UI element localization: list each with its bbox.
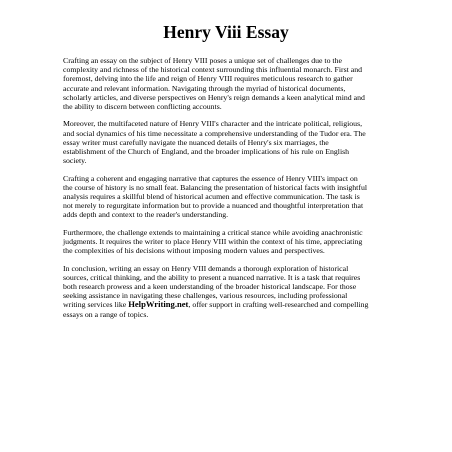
helpwriting-link[interactable]: HelpWriting.net	[128, 299, 189, 310]
text-line: essay writer must carefully navigate the nuanced details of Henry's six marriages, the	[63, 137, 329, 147]
text-line: In conclusion, writing an essay on Henry VIII demands a thorough exploration of historical	[63, 263, 349, 273]
document-title: Henry Viii Essay	[163, 22, 289, 42]
text-line: Moreover, the multifaceted nature of Henry VIII's character and the intricate political, religious,	[63, 119, 363, 129]
text-line: complexity and richness of the historical context surrounding this influential monarch. First and	[63, 65, 363, 75]
paragraph-conclusion	[63, 264, 423, 319]
text-line-with-link	[63, 300, 423, 309]
text-line: society.	[63, 156, 87, 166]
text-line: Crafting a coherent and engaging narrative that captures the essence of Henry VIII's impact on	[63, 173, 358, 183]
text-line: the complexities of his decisions without imposing modern values and perspectives.	[63, 246, 325, 256]
text-line: judgments. It requires the writer to place Henry VIII within the context of his time, appreciating	[63, 237, 363, 247]
text-line: analysis requires a skillful blend of historical acumen and effective communication. The task is	[63, 192, 360, 202]
text-line: and social dynamics of his time necessitate a comprehensive understanding of the Tudor era. The	[63, 128, 366, 138]
text-line: essays on a range of topics.	[63, 309, 149, 319]
text-line: the course of history is no small feat. Balancing the presentation of historical facts with insightful	[63, 182, 368, 192]
link-suffix-text: , offer support in crafting well-researched and compelling	[188, 300, 369, 310]
document-body	[63, 56, 423, 327]
text-line: Furthermore, the challenge extends to maintaining a critical stance while avoiding anachronistic	[63, 227, 363, 237]
text-line: establishment of the Church of England, and the broader implications of his rule on English	[63, 147, 350, 157]
text-line: foremost, delving into the life and reign of Henry VIII requires meticulous research to gather	[63, 74, 353, 84]
text-line: scholarly articles, and diverse perspectives on Henry's reign demands a keen analytical mind and	[63, 92, 365, 102]
link-prefix-text: writing services like	[63, 300, 129, 310]
text-line: Crafting an essay on the subject of Henry VIII poses a unique set of challenges due to the	[63, 56, 342, 65]
paragraph-moreover	[63, 119, 423, 165]
text-line: the ability to discern between conflicting accounts.	[63, 102, 222, 112]
text-line: sources, critical thinking, and the ability to present a nuanced narrative. It is a task that requires	[63, 272, 361, 282]
text-line: both research prowess and a keen understanding of the broader historical landscape. For those	[63, 282, 357, 292]
text-line: accurate and relevant information. Navigating through the myriad of historical documents,	[63, 83, 346, 93]
text-line: not merely to regurgitate information but to provide a nuanced and thoughtful interpretation that	[63, 201, 364, 211]
text-line: seeking assistance in navigating these challenges, various resources, including professional	[63, 291, 348, 301]
paragraph-furthermore	[63, 228, 423, 256]
text-line: adds depth and context to the reader's understanding.	[63, 210, 229, 220]
paragraph-crafting	[63, 174, 423, 220]
paragraph-intro	[63, 56, 423, 111]
